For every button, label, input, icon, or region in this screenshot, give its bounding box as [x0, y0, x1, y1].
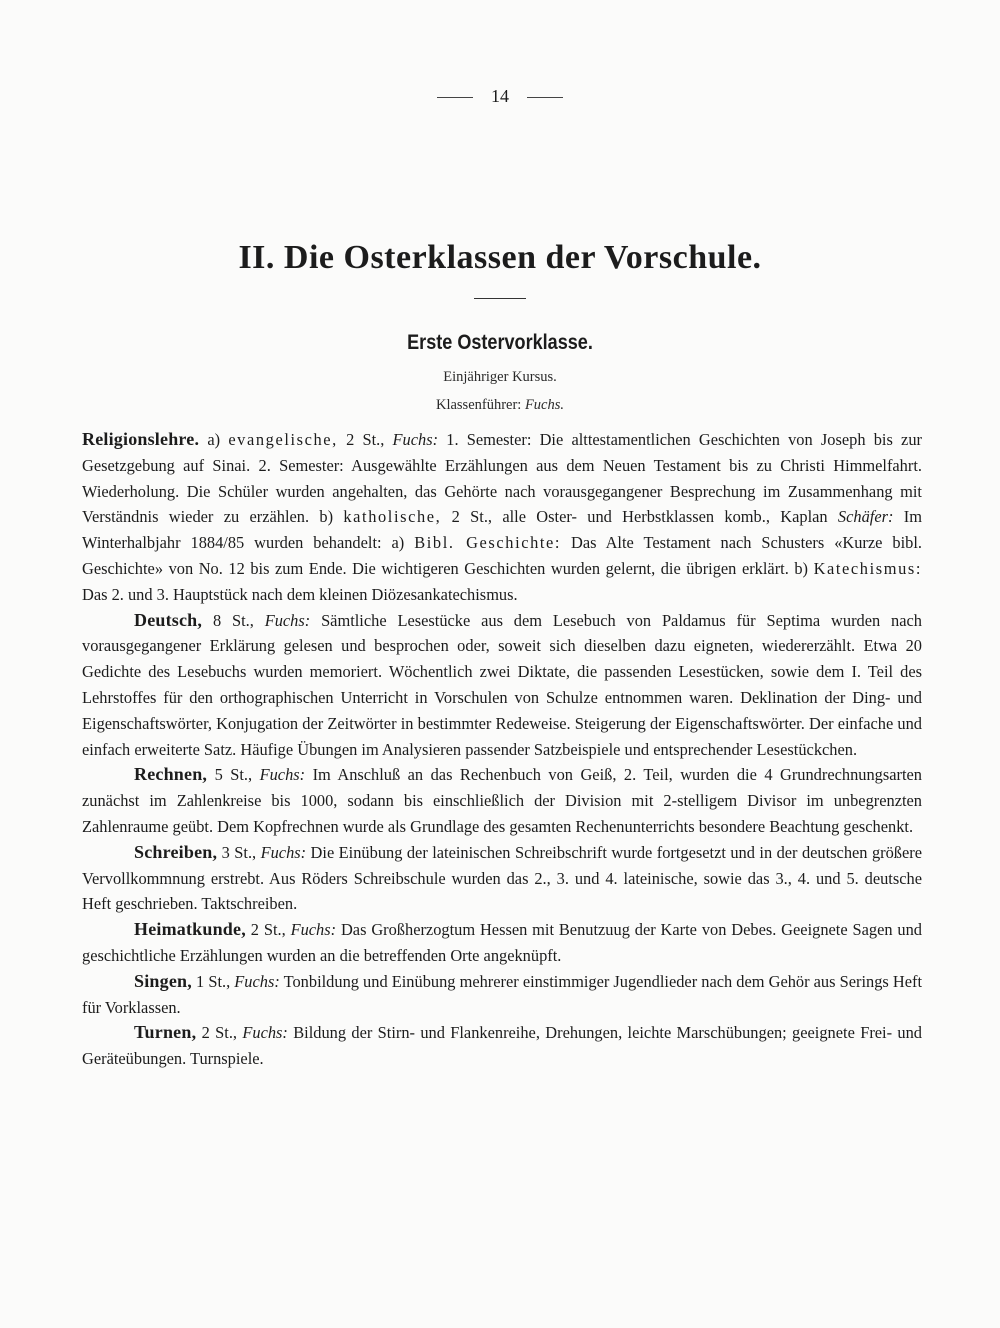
- page-number-rule-right: [527, 97, 563, 98]
- schreiben-hours: 3 St.,: [217, 842, 261, 862]
- paragraph-rechnen: [82, 762, 922, 839]
- singen-text: Tonbildung und Einübung mehrerer einstimmiger Jugendlieder nach dem Gehör aus Serings Heft für Vorklassen.: [82, 971, 922, 1017]
- subject-heading-deutsch: Deutsch,: [134, 609, 203, 630]
- religion-katechismus: Katechismus:: [813, 558, 922, 578]
- class-title: Erste Ostervorklasse.: [407, 331, 593, 354]
- religion-text-4: Im Winterhalbjahr 1884/85 wurden behandelt: a): [82, 507, 922, 553]
- course-duration: Einjähriger Kursus.: [443, 369, 557, 385]
- rechnen-teacher: Fuchs:: [259, 765, 306, 785]
- singen-hours: 1 St.,: [191, 971, 235, 991]
- turnen-hours: 2 St.,: [196, 1023, 243, 1043]
- body-text: [82, 427, 922, 1072]
- part-title: II. Die Osterklassen der Vorschule.: [238, 239, 762, 276]
- religion-text-1: a): [199, 430, 229, 449]
- paragraph-deutsch: [82, 608, 922, 763]
- schreiben-text: Die Einübung der lateinischen Schreibschrift wurde fortgesetzt und in der deutschen größere Vervollkommnung erstrebt. Aus Röders Schreibschule wurden das 2., 3. und 4. lateinische, sowie das 3., 4. und 5. deutsche Heft geschrieben. Taktschreiben.: [82, 842, 922, 914]
- page-number-rule-left: [437, 97, 473, 98]
- religion-text-2: 1. Semester: Die alttestamentlichen Geschichten von Joseph bis zur Gesetzgebung auf Sinai. 2. Semester: Ausgewählte Erzählungen aus dem Neuen Testament bis zu Christi Himmelfahrt. Wiederholung. Die Schüler wurden angehalten, das Gehörte nach vorausgegangener Besprechung im Zusammenhang mit Verständnis wieder zu erzählen. b): [82, 430, 922, 527]
- paragraph-singen: [82, 969, 922, 1021]
- subject-heading-singen: Singen,: [134, 970, 192, 991]
- subject-heading-rechnen: Rechnen,: [134, 764, 208, 785]
- heimatkunde-hours: 2 St.,: [245, 920, 291, 940]
- rechnen-hours: 5 St.,: [207, 765, 260, 785]
- paragraph-religion: [82, 427, 922, 608]
- turnen-text: Bildung der Stirn- und Flankenreihe, Drehungen, leichte Marschübungen; geeignete Frei- und Geräteübungen. Turnspiele.: [82, 1023, 922, 1069]
- turnen-teacher: Fuchs:: [242, 1023, 288, 1043]
- subject-heading-turnen: Turnen,: [134, 1022, 197, 1043]
- class-leader-line: [0, 395, 1000, 415]
- subject-heading-schreiben: Schreiben,: [134, 841, 218, 862]
- singen-teacher: Fuchs:: [234, 971, 280, 991]
- title-divider: [474, 298, 526, 299]
- heimatkunde-text: Das Großherzogtum Hessen mit Benutzuug der Karte von Debes. Geeignete Sagen und geschichtliche Erzählungen wurden an die betreffenden Orte angeknüpft.: [82, 920, 922, 965]
- religion-text-6: Das 2. und 3. Hauptstück nach dem kleinen Diözesankatechismus.: [82, 584, 518, 604]
- deutsch-teacher: Fuchs:: [264, 610, 311, 630]
- schreiben-teacher: Fuchs:: [260, 842, 307, 862]
- subject-heading-heimatkunde: Heimatkunde,: [134, 919, 246, 940]
- paragraph-schreiben: [82, 840, 922, 917]
- heimatkunde-teacher: Fuchs:: [290, 920, 337, 940]
- religion-teacher-2: Schäfer:: [837, 507, 894, 527]
- class-leader-name: Fuchs.: [524, 397, 565, 413]
- page-number: 14: [491, 86, 509, 106]
- religion-evangelisch: evangelische,: [228, 430, 338, 449]
- religion-text-3: 2 St., alle Oster- und Herbstklassen komb., Kaplan: [441, 507, 838, 527]
- deutsch-hours: 8 St.,: [202, 610, 265, 630]
- rechnen-text: Im Anschluß an das Rechenbuch von Geiß, 2. Teil, wurden die 4 Grundrechnungsarten zunächst im Zahlenkreise bis 1000, sodann bis einschließlich der Division mit 2-stelligem Divisor im unbegrenzten Zahlenraume geübt. Dem Kopfrechnen wurde als Grundlage des gesamten Rechenunterrichts besondere Beachtung geschenkt.: [82, 765, 922, 836]
- deutsch-text: Sämtliche Lesestücke aus dem Lesebuch von Paldamus für Septima wurden nach vorausgegangener Erklärung gelesen und besprochen oder, soweit sich dieselben dazu eigneten, wiedererzählt. Etwa 20 Gedichte des Lesebuchs wurden memoriert. Wöchentlich zwei Diktate, die passenden Lesestücken, sowie dem I. Teil des Lehrstoffes für den orthographischen Unterricht in Vorschulen von Schulze entnommen waren. Deklination der Ding- und Eigenschaftswörter, Konjugation der Zeitwörter in bestimmter Redeweise. Steigerung der Eigenschaftswörter. Der einfache und einfach erweiterte Satz. Häufige Übungen im Analysieren passender Satzbeispiele und entsprechender Lesestückchen.: [82, 610, 922, 759]
- class-leader-label: Klassenführer:: [435, 397, 522, 413]
- page-number-line: [0, 84, 1000, 108]
- paragraph-turnen: [82, 1020, 922, 1072]
- paragraph-heimatkunde: [82, 917, 922, 969]
- religion-bibl-geschichte: Bibl. Geschichte:: [414, 533, 562, 553]
- religion-text-5: Das Alte Testament nach Schusters «Kurze bibl. Geschichte» von No. 12 bis zum Ende. Die wichtigeren Geschichten wurden gelernt, die übrigen erklärt. b): [82, 533, 922, 578]
- religion-hours: 2 St.,: [337, 430, 393, 449]
- religion-katholisch: katholische,: [343, 507, 442, 527]
- religion-teacher-1: Fuchs:: [392, 430, 439, 449]
- subject-heading-religion: Religionslehre.: [82, 429, 200, 449]
